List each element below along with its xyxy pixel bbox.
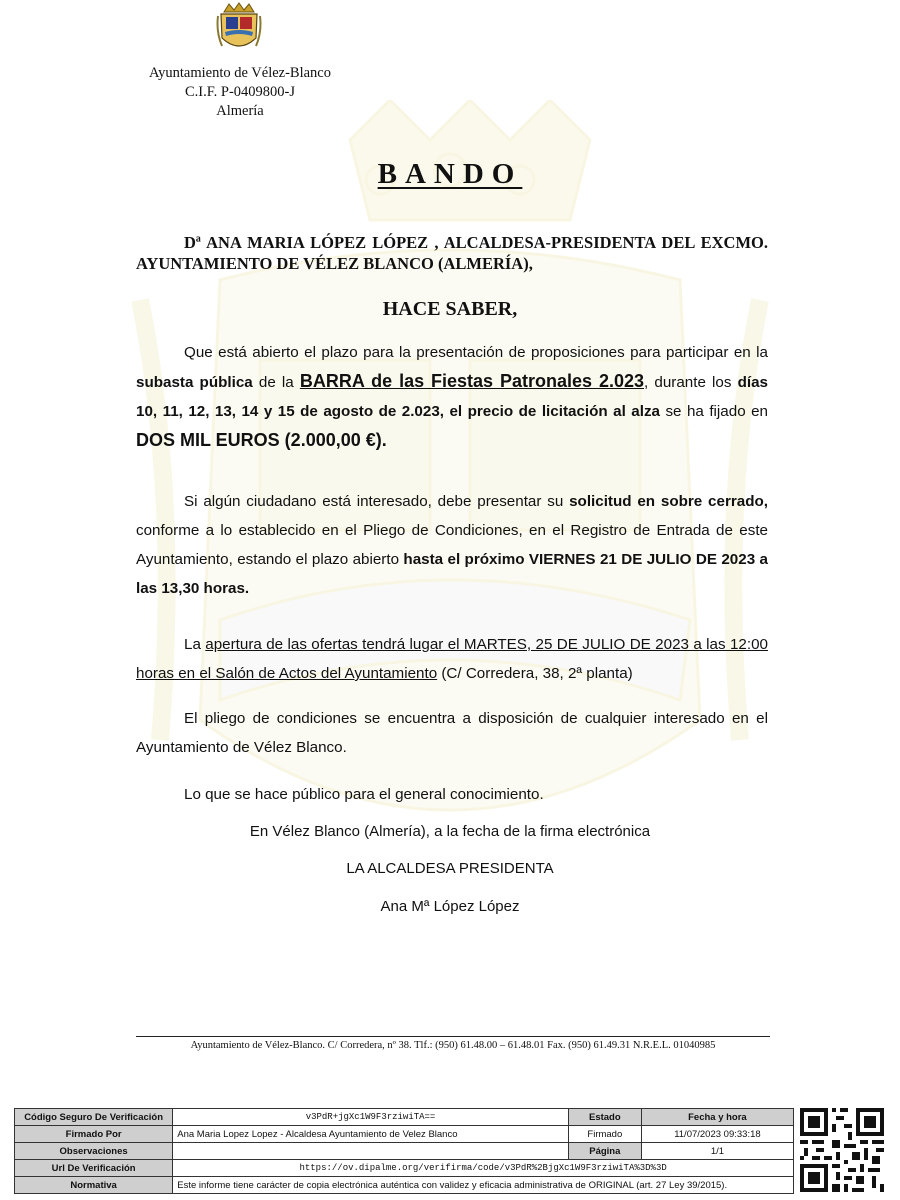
url-label: Url De Verificación (15, 1160, 173, 1177)
footer-contact: Ayuntamiento de Vélez-Blanco. C/ Corredera, nº 38. Tlf.: (950) 61.48.00 – 61.48.01 Fax. (950) 61.49.31 N.R.E.L. 01040985 (190, 1040, 716, 1051)
fecha-label: Fecha y hora (641, 1109, 793, 1126)
signer-title: LA ALCALDESA PRESIDENTA (346, 860, 554, 877)
firmado-value: Ana Maria Lopez Lopez - Alcaldesa Ayuntamiento de Velez Blanco (173, 1126, 569, 1143)
hace-saber-heading: HACE SABER, (382, 298, 518, 320)
firmado-label: Firmado Por (15, 1126, 173, 1143)
csv-value: v3PdR+jgXc1W9F3rziwiTA== (173, 1109, 569, 1126)
signature-verification-table (14, 1108, 794, 1194)
normativa-label: Normativa (15, 1177, 173, 1194)
pagina-value: 1/1 (641, 1143, 793, 1160)
estado-value: Firmado (568, 1126, 641, 1143)
auction-price: DOS MIL EUROS (2.000,00 €). (136, 430, 387, 450)
paragraph-auction: Que está abierto el plazo para la presentación de proposiciones para participar en la subasta pública de la BARRA de las Fiestas Patronales 2.023, durante los días 10, 11, 12, 13, 14 y 15 de agosto de 2.023, el precio de licitación al alza se ha fijado en DOS MIL EUROS (2.000,00 €). (136, 344, 768, 450)
letterhead-name: Ayuntamiento de Vélez-Blanco (148, 65, 331, 81)
letterhead-province: Almería (216, 103, 264, 119)
auction-object: BARRA de las Fiestas Patronales 2.023 (299, 371, 645, 391)
observaciones-value (173, 1143, 569, 1160)
signer-name: Ana Mª López López (380, 898, 520, 915)
pagina-label: Página (568, 1143, 641, 1160)
intro-paragraph: Dª ANA MARIA LÓPEZ LÓPEZ , ALCALDESA-PRESIDENTA DEL EXCMO. AYUNTAMIENTO DE VÉLEZ BLANCO (ALMERÍA), (136, 233, 768, 273)
paragraph-submission: Si algún ciudadano está interesado, debe presentar su solicitud en sobre cerrado, conforme a lo establecido en el Pliego de Condiciones, en el Registro de Entrada de este Ayuntamiento, estando el plazo abierto hasta el próximo VIERNES 21 DE JULIO DE 2023 a las 13,30 horas. (136, 493, 768, 597)
fecha-value: 11/07/2023 09:33:18 (641, 1126, 793, 1143)
verification-url-link[interactable]: https://ov.dipalme.org/verifirma/code/v3PdR%2BjgXc1W9F3rziwiTA%3D%3D (173, 1160, 794, 1177)
closing-line: Lo que se hace público para el general conocimiento. (184, 786, 544, 803)
footer-divider (136, 1036, 770, 1037)
paragraph-pliego: El pliego de condiciones se encuentra a disposición de cualquier interesado en el Ayuntamiento de Vélez Blanco. (136, 710, 768, 756)
place-date: En Vélez Blanco (Almería), a la fecha de la firma electrónica (249, 823, 651, 840)
estado-label: Estado (568, 1109, 641, 1126)
observaciones-label: Observaciones (15, 1143, 173, 1160)
paragraph-opening: La apertura de las ofertas tendrá lugar el MARTES, 25 DE JULIO DE 2023 a las 12:00 horas en el Salón de Actos del Ayuntamiento (C/ Corredera, 38, 2ª planta) (136, 636, 768, 682)
coat-of-arms-icon (216, 2, 262, 54)
letterhead (120, 64, 360, 121)
normativa-value: Este informe tiene carácter de copia electrónica auténtica con validez y eficacia administrativa de ORIGINAL (art. 27 Ley 39/2015). (173, 1177, 794, 1194)
letterhead-cif: C.I.F. P-0409800-J (184, 84, 296, 100)
document-title: BANDO (377, 158, 523, 190)
qr-code-icon (800, 1108, 884, 1192)
csv-label: Código Seguro De Verificación (15, 1109, 173, 1126)
